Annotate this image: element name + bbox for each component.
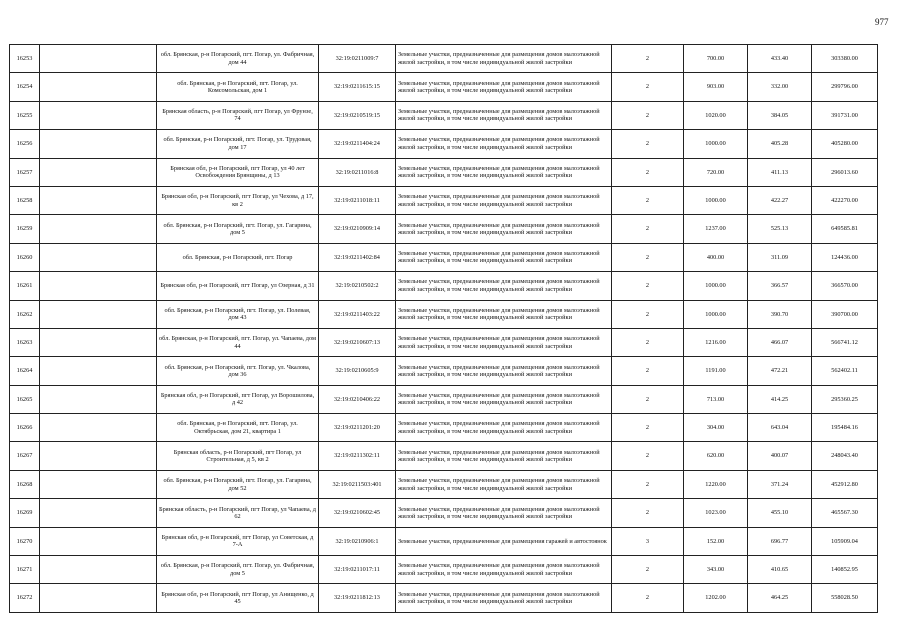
row-number: 16267	[10, 442, 40, 470]
cadastral-number-cell: 32:19:0211402:84	[319, 243, 396, 271]
specific-value-cell: 414.25	[748, 385, 812, 413]
cadastral-number-cell: 32:19:0211615:15	[319, 73, 396, 101]
land-use-cell: Земельные участки, предназначенные для размещения домов малоэтажной жилой застройки, в том числе индивидуальной жилой застройки	[396, 130, 612, 158]
address-cell: Брянская область, р-н Погарский, пгт Погар, ул Фрунзе, 74	[157, 101, 319, 129]
area-cell: 720.00	[684, 158, 748, 186]
category-cell: 3	[612, 527, 684, 555]
cadastral-value-cell: 422270.00	[812, 186, 878, 214]
address-cell: Брянская обл, р-н Погарский, пгт Погар, ул Анищенко, д 45	[157, 584, 319, 612]
table-row	[10, 215, 878, 243]
specific-value-cell: 466.07	[748, 328, 812, 356]
address-cell: Брянская обл, р-н Погарский, пгт Погар, ул Советская, д 7-А	[157, 527, 319, 555]
category-cell: 2	[612, 101, 684, 129]
table-row	[10, 584, 878, 612]
cadastral-number-cell: 32:19:0210502:2	[319, 272, 396, 300]
row-number: 16270	[10, 527, 40, 555]
table-row	[10, 357, 878, 385]
land-use-cell: Земельные участки, предназначенные для размещения домов малоэтажной жилой застройки, в том числе индивидуальной жилой застройки	[396, 499, 612, 527]
cadastral-number-cell: 32:19:0211017:11	[319, 556, 396, 584]
area-cell: 1202.00	[684, 584, 748, 612]
category-cell: 2	[612, 385, 684, 413]
category-cell: 2	[612, 45, 684, 73]
cadastral-value-cell: 295360.25	[812, 385, 878, 413]
spacer-cell	[40, 328, 157, 356]
row-number: 16264	[10, 357, 40, 385]
table-row	[10, 328, 878, 356]
address-cell: обл. Брянская, р-н Погарский, пгт. Погар, ул. Гагарина, дом 52	[157, 470, 319, 498]
specific-value-cell: 464.25	[748, 584, 812, 612]
specific-value-cell: 411.13	[748, 158, 812, 186]
category-cell: 2	[612, 584, 684, 612]
spacer-cell	[40, 158, 157, 186]
category-cell: 2	[612, 186, 684, 214]
specific-value-cell: 405.28	[748, 130, 812, 158]
cadastral-value-cell: 390700.00	[812, 300, 878, 328]
table-row	[10, 45, 878, 73]
cadastral-value-cell: 303380.00	[812, 45, 878, 73]
land-use-cell: Земельные участки, предназначенные для размещения домов малоэтажной жилой застройки, в том числе индивидуальной жилой застройки	[396, 101, 612, 129]
cadastral-value-cell: 105909.04	[812, 527, 878, 555]
page-number: 977	[875, 17, 889, 27]
row-number: 16259	[10, 215, 40, 243]
address-cell: обл. Брянская, р-н Погарский, пгт. Погар, ул. Фабричная, дом 5	[157, 556, 319, 584]
row-number: 16257	[10, 158, 40, 186]
cadastral-number-cell: 32:19:0211503:401	[319, 470, 396, 498]
table-row	[10, 73, 878, 101]
area-cell: 1000.00	[684, 130, 748, 158]
spacer-cell	[40, 73, 157, 101]
category-cell: 2	[612, 130, 684, 158]
cadastral-number-cell: 32:19:0211403:22	[319, 300, 396, 328]
cadastral-value-cell: 195484.16	[812, 414, 878, 442]
cadastral-value-cell: 140852.95	[812, 556, 878, 584]
cadastral-number-cell: 32:19:0210906:1	[319, 527, 396, 555]
land-use-cell: Земельные участки, предназначенные для размещения домов малоэтажной жилой застройки, в том числе индивидуальной жилой застройки	[396, 215, 612, 243]
cadastral-number-cell: 32:19:0211302:11	[319, 442, 396, 470]
address-cell: обл. Брянская, р-н Погарский, пгт. Погар, ул. Чапаева, дом 44	[157, 328, 319, 356]
table-row	[10, 158, 878, 186]
area-cell: 152.00	[684, 527, 748, 555]
spacer-cell	[40, 300, 157, 328]
table-row	[10, 470, 878, 498]
address-cell: обл. Брянская, р-н Погарский, пгт. Погар, ул. Фабричная, дом 44	[157, 45, 319, 73]
land-use-cell: Земельные участки, предназначенные для размещения домов малоэтажной жилой застройки, в том числе индивидуальной жилой застройки	[396, 556, 612, 584]
cadastral-number-cell: 32:19:0211016:8	[319, 158, 396, 186]
spacer-cell	[40, 499, 157, 527]
land-use-cell: Земельные участки, предназначенные для размещения домов малоэтажной жилой застройки, в том числе индивидуальной жилой застройки	[396, 442, 612, 470]
cadastral-value-cell: 558028.50	[812, 584, 878, 612]
area-cell: 903.00	[684, 73, 748, 101]
category-cell: 2	[612, 272, 684, 300]
cadastral-value-cell: 296013.60	[812, 158, 878, 186]
cadastral-value-cell: 566741.12	[812, 328, 878, 356]
specific-value-cell: 384.05	[748, 101, 812, 129]
land-use-cell: Земельные участки, предназначенные для размещения домов малоэтажной жилой застройки, в том числе индивидуальной жилой застройки	[396, 357, 612, 385]
spacer-cell	[40, 470, 157, 498]
land-use-cell: Земельные участки, предназначенные для размещения домов малоэтажной жилой застройки, в том числе индивидуальной жилой застройки	[396, 584, 612, 612]
row-number: 16268	[10, 470, 40, 498]
cadastral-number-cell: 32:19:0210519:15	[319, 101, 396, 129]
row-number: 16261	[10, 272, 40, 300]
row-number: 16269	[10, 499, 40, 527]
address-cell: обл. Брянская, р-н Погарский, пгт. Погар, ул. Октябрьская, дом 21, квартира 1	[157, 414, 319, 442]
spacer-cell	[40, 414, 157, 442]
area-cell: 304.00	[684, 414, 748, 442]
spacer-cell	[40, 130, 157, 158]
land-use-cell: Земельные участки, предназначенные для размещения домов малоэтажной жилой застройки, в том числе индивидуальной жилой застройки	[396, 73, 612, 101]
category-cell: 2	[612, 442, 684, 470]
specific-value-cell: 400.07	[748, 442, 812, 470]
address-cell: Брянская обл, р-н Погарский, пгт Погар, ул Озерная, д 31	[157, 272, 319, 300]
row-number: 16256	[10, 130, 40, 158]
table-row	[10, 272, 878, 300]
specific-value-cell: 371.24	[748, 470, 812, 498]
area-cell: 1020.00	[684, 101, 748, 129]
address-cell: Брянская обл, р-н Погарский, пгт Погар, ул Ворошилова, д 42	[157, 385, 319, 413]
address-cell: обл. Брянская, р-н Погарский, пгт. Погар, ул. Гагарина, дом 5	[157, 215, 319, 243]
table-row	[10, 385, 878, 413]
cadastral-value-cell: 465567.30	[812, 499, 878, 527]
area-cell: 1000.00	[684, 300, 748, 328]
specific-value-cell: 643.04	[748, 414, 812, 442]
row-number: 16255	[10, 101, 40, 129]
area-cell: 1023.00	[684, 499, 748, 527]
area-cell: 713.00	[684, 385, 748, 413]
specific-value-cell: 422.27	[748, 186, 812, 214]
cadastral-number-cell: 32:19:0211018:11	[319, 186, 396, 214]
row-number: 16265	[10, 385, 40, 413]
cadastral-value-table	[9, 44, 878, 613]
table-row	[10, 300, 878, 328]
land-use-cell: Земельные участки, предназначенные для размещения домов малоэтажной жилой застройки, в том числе индивидуальной жилой застройки	[396, 158, 612, 186]
land-use-cell: Земельные участки, предназначенные для размещения домов малоэтажной жилой застройки, в том числе индивидуальной жилой застройки	[396, 414, 612, 442]
area-cell: 343.00	[684, 556, 748, 584]
specific-value-cell: 696.77	[748, 527, 812, 555]
land-use-cell: Земельные участки, предназначенные для размещения домов малоэтажной жилой застройки, в том числе индивидуальной жилой застройки	[396, 272, 612, 300]
address-cell: обл. Брянская, р-н Погарский, пгт. Погар, ул. Чкалова, дом 36	[157, 357, 319, 385]
table-row	[10, 499, 878, 527]
table-body	[10, 45, 878, 613]
cadastral-value-cell: 391731.00	[812, 101, 878, 129]
cadastral-number-cell: 32:19:0210909:14	[319, 215, 396, 243]
area-cell: 1237.00	[684, 215, 748, 243]
category-cell: 2	[612, 470, 684, 498]
address-cell: Брянская обл, р-н Погарский, пгт Погар, ул Чехова, д 17, кв 2	[157, 186, 319, 214]
address-cell: обл. Брянская, р-н Погарский, пгт. Погар, ул. Комсомольская, дом 1	[157, 73, 319, 101]
land-use-cell: Земельные участки, предназначенные для размещения домов малоэтажной жилой застройки, в том числе индивидуальной жилой застройки	[396, 45, 612, 73]
category-cell: 2	[612, 328, 684, 356]
row-number: 16254	[10, 73, 40, 101]
table-row	[10, 243, 878, 271]
cadastral-value-cell: 405280.00	[812, 130, 878, 158]
area-cell: 620.00	[684, 442, 748, 470]
category-cell: 2	[612, 243, 684, 271]
row-number: 16262	[10, 300, 40, 328]
area-cell: 1000.00	[684, 272, 748, 300]
address-cell: Брянская область, р-н Погарский, пгт Погар, ул Чапаева, д 62	[157, 499, 319, 527]
cadastral-value-cell: 366570.00	[812, 272, 878, 300]
specific-value-cell: 410.65	[748, 556, 812, 584]
category-cell: 2	[612, 215, 684, 243]
cadastral-number-cell: 32:19:0210406:22	[319, 385, 396, 413]
cadastral-number-cell: 32:19:0211812:13	[319, 584, 396, 612]
specific-value-cell: 525.13	[748, 215, 812, 243]
row-number: 16260	[10, 243, 40, 271]
category-cell: 2	[612, 158, 684, 186]
specific-value-cell: 332.00	[748, 73, 812, 101]
category-cell: 2	[612, 499, 684, 527]
land-use-cell: Земельные участки, предназначенные для размещения гаражей и автостоянок	[396, 527, 612, 555]
spacer-cell	[40, 272, 157, 300]
specific-value-cell: 366.57	[748, 272, 812, 300]
category-cell: 2	[612, 357, 684, 385]
category-cell: 2	[612, 556, 684, 584]
table-row	[10, 527, 878, 555]
spacer-cell	[40, 442, 157, 470]
spacer-cell	[40, 186, 157, 214]
cadastral-number-cell: 32:19:0210605:9	[319, 357, 396, 385]
land-use-cell: Земельные участки, предназначенные для размещения домов малоэтажной жилой застройки, в том числе индивидуальной жилой застройки	[396, 328, 612, 356]
cadastral-value-cell: 124436.00	[812, 243, 878, 271]
category-cell: 2	[612, 300, 684, 328]
cadastral-number-cell: 32:19:0210607:13	[319, 328, 396, 356]
spacer-cell	[40, 215, 157, 243]
cadastral-value-cell: 649585.81	[812, 215, 878, 243]
cadastral-number-cell: 32:19:0211404:24	[319, 130, 396, 158]
address-cell: обл. Брянская, р-н Погарский, пгт. Погар, ул. Полевая, дом 43	[157, 300, 319, 328]
specific-value-cell: 455.10	[748, 499, 812, 527]
area-cell: 700.00	[684, 45, 748, 73]
spacer-cell	[40, 45, 157, 73]
table-row	[10, 130, 878, 158]
specific-value-cell: 390.70	[748, 300, 812, 328]
table-row	[10, 414, 878, 442]
spacer-cell	[40, 243, 157, 271]
address-cell: обл. Брянская, р-н Погарский, пгт. Погар	[157, 243, 319, 271]
specific-value-cell: 433.40	[748, 45, 812, 73]
area-cell: 1220.00	[684, 470, 748, 498]
land-use-cell: Земельные участки, предназначенные для размещения домов малоэтажной жилой застройки, в том числе индивидуальной жилой застройки	[396, 186, 612, 214]
specific-value-cell: 472.21	[748, 357, 812, 385]
cadastral-value-cell: 452912.80	[812, 470, 878, 498]
spacer-cell	[40, 357, 157, 385]
table-row	[10, 101, 878, 129]
specific-value-cell: 311.09	[748, 243, 812, 271]
row-number: 16253	[10, 45, 40, 73]
spacer-cell	[40, 556, 157, 584]
spacer-cell	[40, 584, 157, 612]
row-number: 16263	[10, 328, 40, 356]
area-cell: 400.00	[684, 243, 748, 271]
area-cell: 1191.00	[684, 357, 748, 385]
cadastral-number-cell: 32:19:0211009:7	[319, 45, 396, 73]
cadastral-value-cell: 248043.40	[812, 442, 878, 470]
spacer-cell	[40, 527, 157, 555]
land-use-cell: Земельные участки, предназначенные для размещения домов малоэтажной жилой застройки, в том числе индивидуальной жилой застройки	[396, 300, 612, 328]
land-use-cell: Земельные участки, предназначенные для размещения домов малоэтажной жилой застройки, в том числе индивидуальной жилой застройки	[396, 385, 612, 413]
address-cell: Брянская обл, р-н Погарский, пгт Погар, ул 40 лет Освобождения Брянщины, д 13	[157, 158, 319, 186]
address-cell: обл. Брянская, р-н Погарский, пгт. Погар, ул. Трудовая, дом 17	[157, 130, 319, 158]
row-number: 16271	[10, 556, 40, 584]
row-number: 16272	[10, 584, 40, 612]
spacer-cell	[40, 101, 157, 129]
category-cell: 2	[612, 414, 684, 442]
land-use-cell: Земельные участки, предназначенные для размещения домов малоэтажной жилой застройки, в том числе индивидуальной жилой застройки	[396, 243, 612, 271]
address-cell: Брянская область, р-н Погарский, пгт Погар, ул Строительная, д 5, кв 2	[157, 442, 319, 470]
category-cell: 2	[612, 73, 684, 101]
cadastral-value-cell: 562402.11	[812, 357, 878, 385]
area-cell: 1000.00	[684, 186, 748, 214]
table-row	[10, 186, 878, 214]
spacer-cell	[40, 385, 157, 413]
cadastral-number-cell: 32:19:0211201:20	[319, 414, 396, 442]
land-use-cell: Земельные участки, предназначенные для размещения домов малоэтажной жилой застройки, в том числе индивидуальной жилой застройки	[396, 470, 612, 498]
table-row	[10, 442, 878, 470]
row-number: 16266	[10, 414, 40, 442]
cadastral-number-cell: 32:19:0210602:45	[319, 499, 396, 527]
table-row	[10, 556, 878, 584]
area-cell: 1216.00	[684, 328, 748, 356]
cadastral-value-cell: 299796.00	[812, 73, 878, 101]
row-number: 16258	[10, 186, 40, 214]
